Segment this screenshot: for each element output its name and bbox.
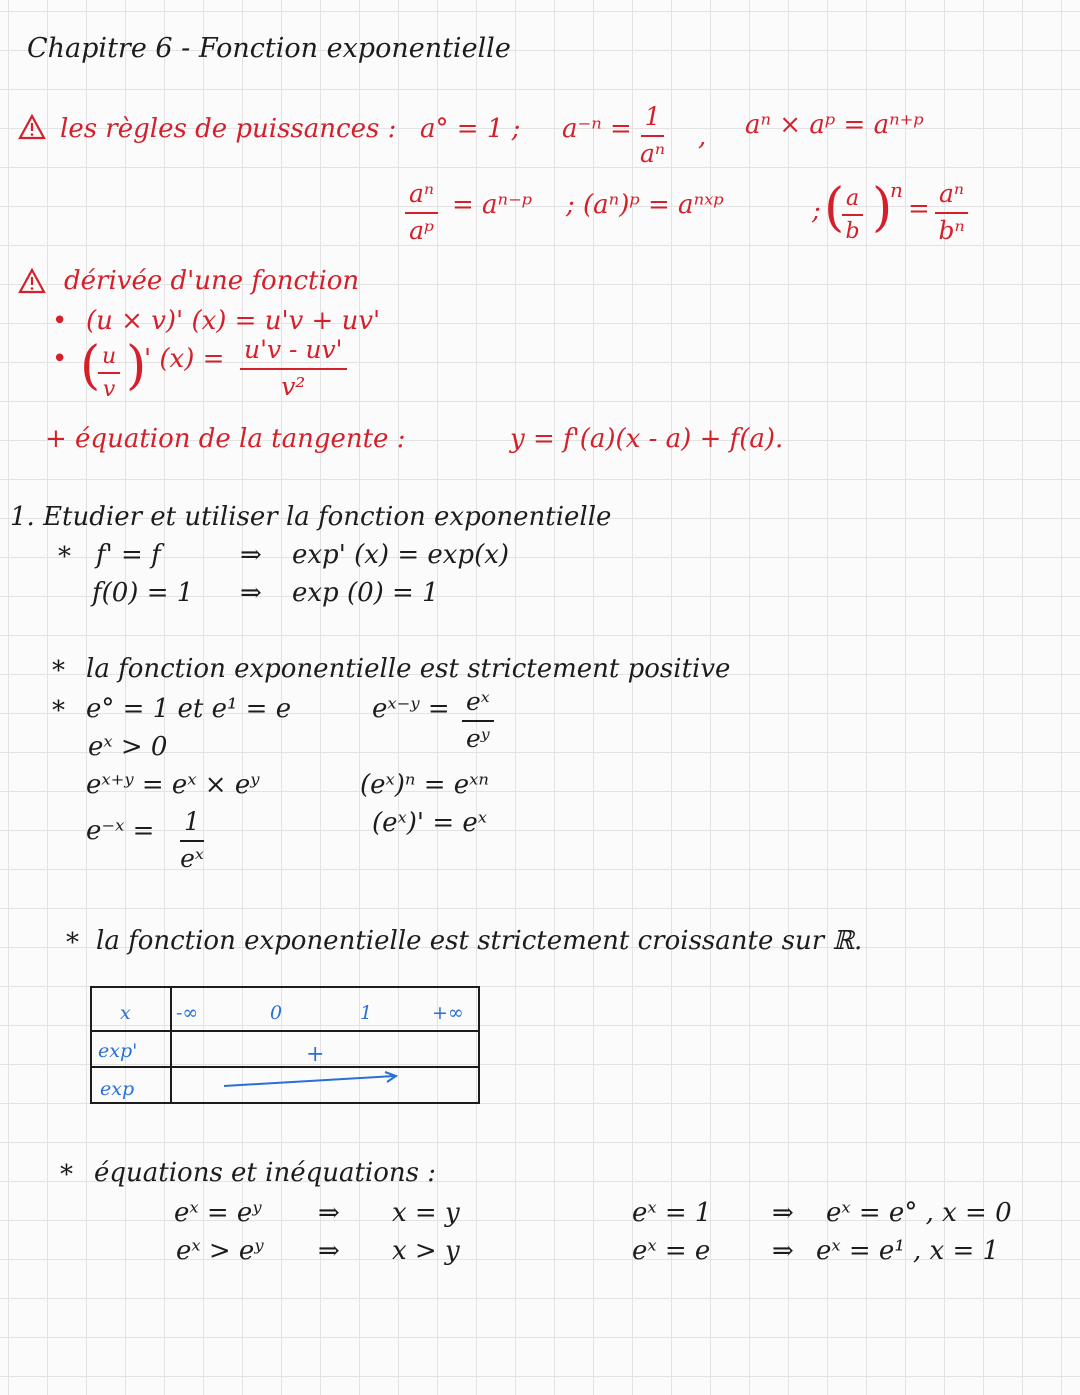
arrow: ⇒ <box>318 1236 340 1266</box>
property-values: e° = 1 et e¹ = e <box>86 694 292 724</box>
table-divider <box>170 988 172 1102</box>
arrow: ⇒ <box>772 1236 794 1266</box>
property-inverse-left: e⁻ˣ = <box>86 816 155 846</box>
fraction-denominator: b <box>845 219 860 245</box>
fraction-numerator: u'v - uv' <box>240 336 347 370</box>
property-positive-inequality: eˣ > 0 <box>88 732 168 762</box>
fraction-numerator: u <box>98 344 120 374</box>
table-value: 1 <box>360 1002 373 1024</box>
property-positive: la fonction exponentielle est strictement positive <box>86 654 731 684</box>
power-rule-fraction-result <box>935 180 968 246</box>
warning-icon <box>18 268 46 294</box>
property-derivative: (eˣ)' = eˣ <box>372 808 487 838</box>
arrow: ⇒ <box>240 540 262 570</box>
power-rule-zero: a° = 1 ; <box>420 114 521 144</box>
power-rule-negative-fraction <box>640 103 665 169</box>
open-paren: ( <box>824 178 845 238</box>
property-inverse-fraction <box>180 808 204 874</box>
power-rule-power: ; (aⁿ)ᵖ = aⁿˣᵖ <box>566 190 724 220</box>
equation-e-left: eˣ = e <box>632 1236 711 1266</box>
fraction-denominator: eˣ <box>180 843 204 873</box>
separator: ; <box>812 196 821 226</box>
arrow: ⇒ <box>772 1198 794 1228</box>
power-exponent: n <box>890 178 903 202</box>
fraction-denominator: v <box>102 377 116 403</box>
equation-left: eˣ = eʸ <box>174 1198 262 1228</box>
power-rule-fraction-inner <box>842 186 863 245</box>
fraction-denominator: bⁿ <box>938 215 965 245</box>
derivative-quotient-inner <box>98 344 120 403</box>
equation-right: x = y <box>392 1198 460 1228</box>
close-paren: ) <box>126 336 147 396</box>
table-divider <box>92 1030 478 1032</box>
table-row-label-derivative: exp' <box>98 1040 138 1062</box>
power-rule-negative: a⁻ⁿ = <box>562 114 632 144</box>
power-rule-quotient: = aⁿ⁻ᵖ <box>452 190 533 220</box>
table-row-label-function: exp <box>100 1078 135 1100</box>
definition-initial-right: exp (0) = 1 <box>292 578 439 608</box>
fraction-numerator: eˣ <box>462 688 494 722</box>
table-header-x: x <box>120 1002 131 1024</box>
table-sign: + <box>306 1042 325 1067</box>
table-value: -∞ <box>176 1002 199 1024</box>
star-bullet: * <box>52 656 65 686</box>
property-power: (eˣ)ⁿ = eˣⁿ <box>360 770 489 800</box>
fraction-denominator: eʸ <box>465 723 490 753</box>
property-increasing: la fonction exponentielle est strictement croissante sur ℝ. <box>96 926 863 956</box>
derivative-quotient-label: ' (x) = <box>144 344 225 374</box>
table-value: +∞ <box>432 1002 464 1024</box>
star-bullet: * <box>52 696 65 726</box>
star-bullet: * <box>58 542 71 572</box>
bullet: • <box>52 344 68 374</box>
fraction-denominator: v² <box>281 371 306 401</box>
property-difference-left: eˣ⁻ʸ = <box>372 694 450 724</box>
page-title: Chapitre 6 - Fonction exponentielle <box>27 33 511 64</box>
arrow: ⇒ <box>240 578 262 608</box>
star-bullet: * <box>60 1160 73 1190</box>
inequation-left: eˣ > eʸ <box>176 1236 264 1266</box>
fraction-numerator: aⁿ <box>405 180 438 214</box>
power-rule-quotient-fraction <box>405 180 438 246</box>
fraction-numerator: aⁿ <box>935 180 968 214</box>
fraction-denominator: aᵖ <box>409 215 434 245</box>
section-title: 1. Etudier et utiliser la fonction exponentielle <box>10 502 612 532</box>
property-difference-fraction <box>462 688 494 754</box>
increasing-arrow-icon <box>222 1068 402 1092</box>
equation-one-right: eˣ = e° , x = 0 <box>826 1198 1012 1228</box>
powers-label: les règles de puissances : <box>60 114 397 144</box>
equation-e-right: eˣ = e¹ , x = 1 <box>816 1236 1000 1266</box>
tangent-formula: y = f'(a)(x - a) + f(a). <box>510 424 784 454</box>
close-paren: ) <box>872 178 893 238</box>
bullet: • <box>52 306 68 336</box>
derivative-label: dérivée d'une fonction <box>64 266 360 296</box>
open-paren: ( <box>80 336 101 396</box>
warning-icon <box>18 114 46 140</box>
definition-derivative-right: exp' (x) = exp(x) <box>292 540 510 570</box>
equations-title: équations et inéquations : <box>94 1158 437 1188</box>
fraction-numerator: 1 <box>641 103 665 137</box>
derivative-quotient-fraction <box>240 336 347 402</box>
arrow: ⇒ <box>318 1198 340 1228</box>
variation-table <box>90 986 480 1104</box>
inequation-right: x > y <box>392 1236 460 1266</box>
power-rule-product: aⁿ × aᵖ = aⁿ⁺ᵖ <box>745 110 924 140</box>
derivative-product-rule: (u × v)' (x) = u'v + uv' <box>86 306 381 336</box>
separator: , <box>698 122 707 152</box>
fraction-numerator: 1 <box>180 808 204 842</box>
star-bullet: * <box>66 928 79 958</box>
fraction-denominator: aⁿ <box>640 138 666 168</box>
property-sum: eˣ⁺ʸ = eˣ × eʸ <box>86 770 260 800</box>
fraction-numerator: a <box>842 186 863 216</box>
definition-derivative-left: f' = f <box>96 540 161 570</box>
table-value: 0 <box>270 1002 283 1024</box>
equals: = <box>908 194 930 224</box>
tangent-label: + équation de la tangente : <box>45 424 406 454</box>
equation-one-left: eˣ = 1 <box>632 1198 712 1228</box>
definition-initial-left: f(0) = 1 <box>92 578 194 608</box>
